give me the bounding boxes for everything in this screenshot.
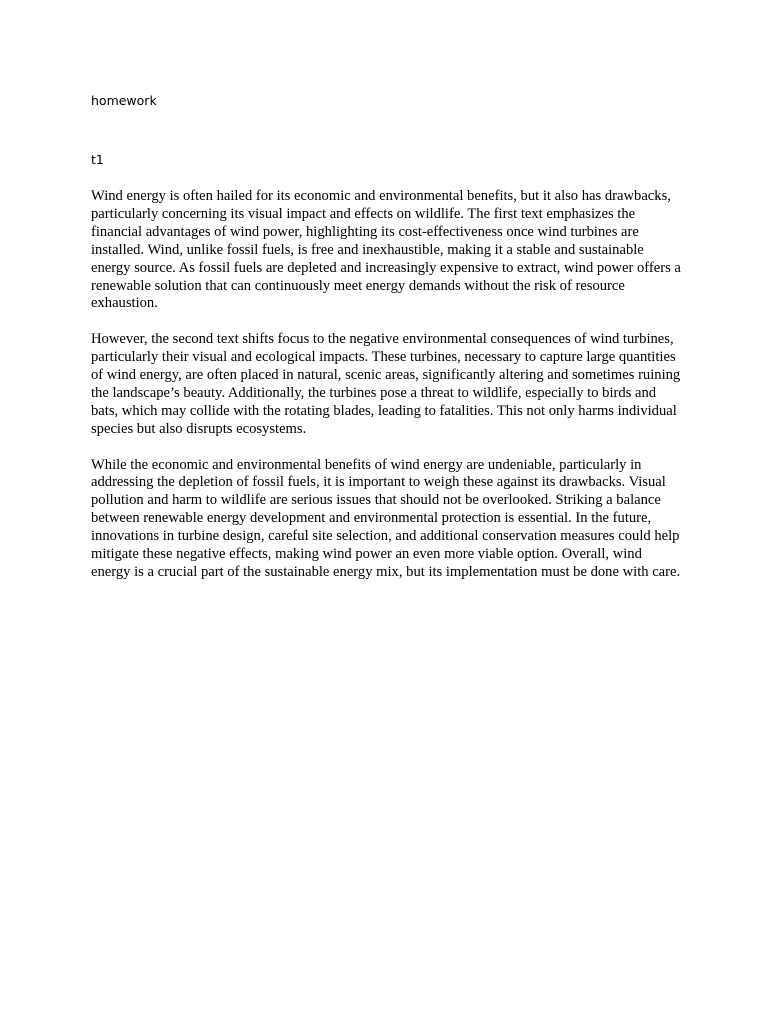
document-body: [91, 188, 681, 600]
document-header: homework: [91, 93, 157, 108]
paragraph: Wind energy is often hailed for its economic and environmental benefits, but it also has drawbacks, particularly concerning its visual impact and effects on wildlife. The first text emphasizes the financial advantages of wind power, highlighting its cost-effectiveness once wind turbines are installed. Wind, unlike fossil fuels, is free and inexhaustible, making it a stable and sustainable energy source. As fossil fuels are depleted and increasingly expensive to extract, wind power offers a renewable solution that can continuously meet energy demands without the risk of resource exhaustion.: [91, 188, 681, 312]
section-label: t1: [91, 152, 104, 167]
paragraph: While the economic and environmental benefits of wind energy are undeniable, particularly in addressing the depletion of fossil fuels, it is important to weigh these against its drawbacks. Visual pollution and harm to wildlife are serious issues that should not be overlooked. Striking a balance between renewable energy development and environmental protection is essential. In the future, innovations in turbine design, careful site selection, and additional conservation measures could help mitigate these negative effects, making wind power an even more viable option. Overall, wind energy is a crucial part of the sustainable energy mix, but its implementation must be done with care.: [91, 456, 681, 580]
paragraph: However, the second text shifts focus to the negative environmental consequences of wind turbines, particularly their visual and ecological impacts. These turbines, necessary to capture large quantities of wind energy, are often placed in natural, scenic areas, significantly altering and sometimes ruining the landscape’s beauty. Additionally, the turbines pose a threat to wildlife, especially to birds and bats, which may collide with the rotating blades, leading to fatalities. This not only harms individual species but also disrupts ecosystems.: [91, 331, 681, 437]
